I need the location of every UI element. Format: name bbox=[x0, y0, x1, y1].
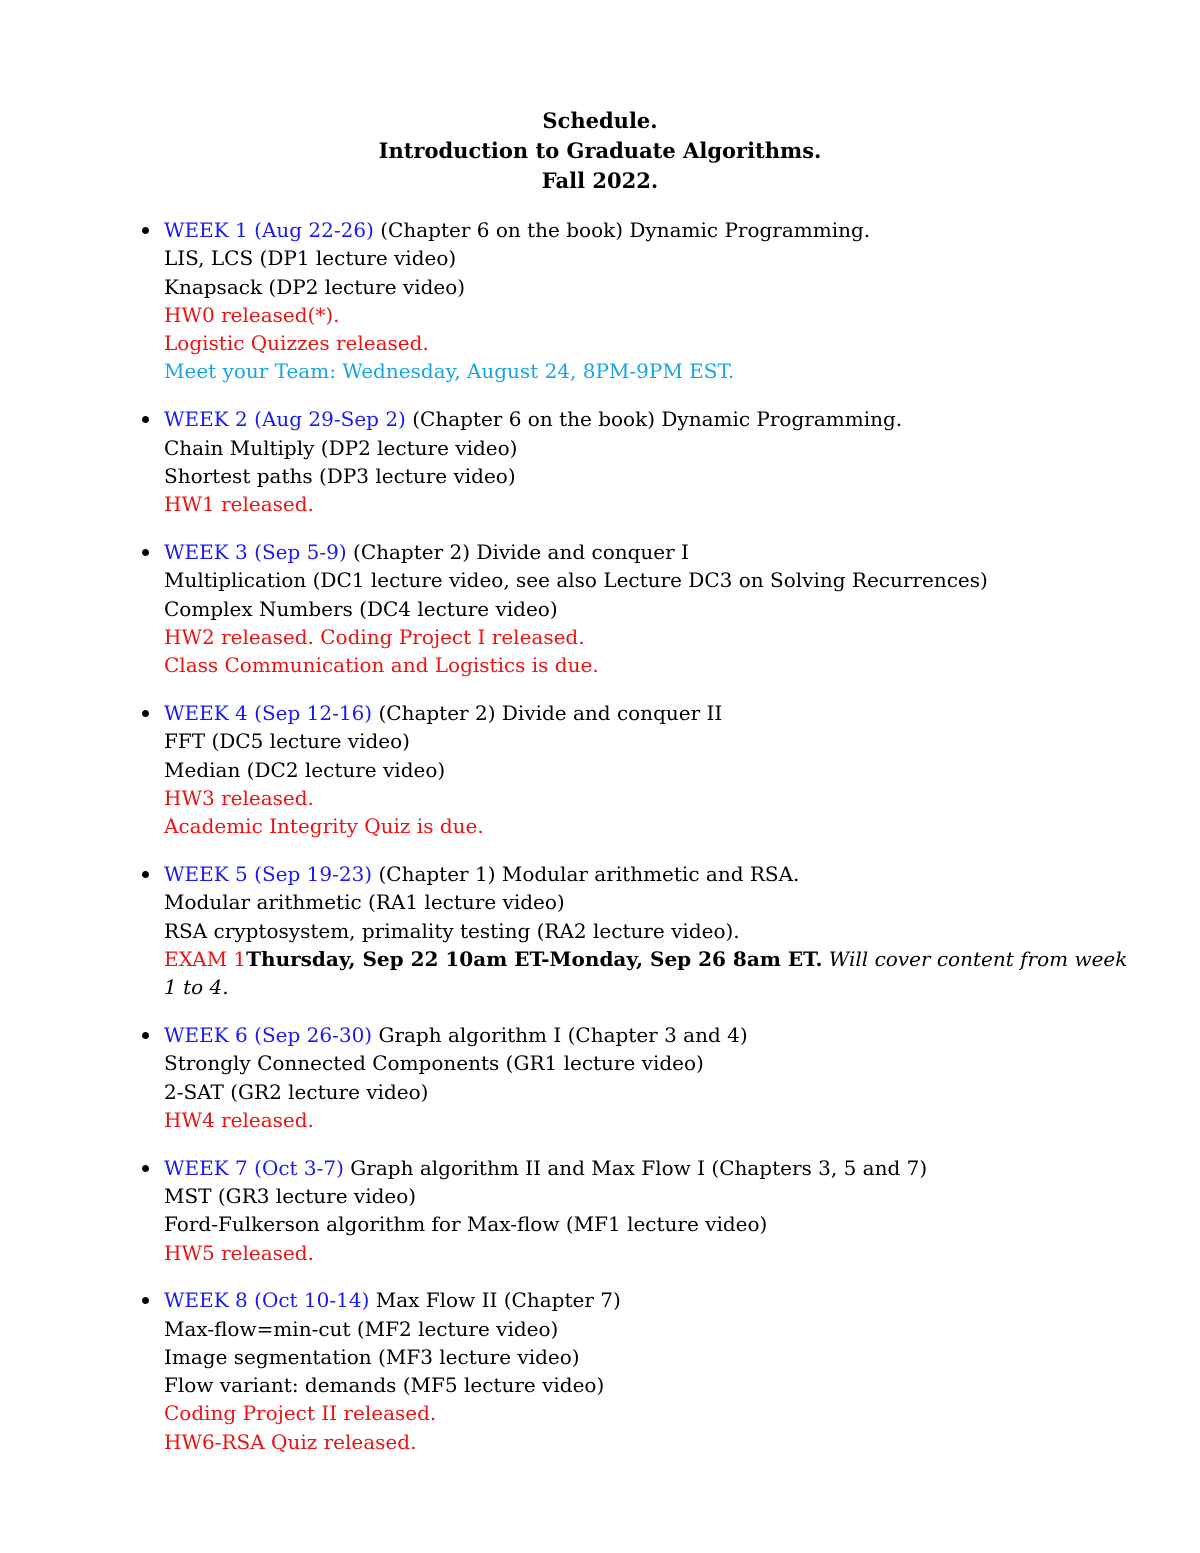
topic: Complex Numbers (DC4 lecture video) bbox=[164, 596, 558, 621]
announcement: HW5 released. bbox=[164, 1240, 314, 1265]
exam-dates: Thursday, Sep 22 10am ET-Monday, Sep 26 8am ET. bbox=[246, 946, 823, 971]
announcement: HW0 released(*). bbox=[164, 302, 340, 327]
week-label: WEEK 1 (Aug 22-26) bbox=[164, 218, 374, 242]
week-label: WEEK 7 (Oct 3-7) bbox=[164, 1155, 344, 1180]
topic: Multiplication (DC1 lecture video, see also Lecture DC3 on Solving Recurrences) bbox=[164, 568, 988, 593]
topic: MST (GR3 lecture video) bbox=[164, 1183, 417, 1208]
week-heading bbox=[164, 405, 1136, 433]
topic: Max-flow=min-cut (MF2 lecture video) bbox=[164, 1316, 559, 1341]
topic: Shortest paths (DP3 lecture video) bbox=[164, 463, 516, 488]
week-title: Graph algorithm I (Chapter 3 and 4) bbox=[372, 1022, 748, 1047]
exam-label: EXAM 1 bbox=[164, 946, 247, 971]
bullet-icon bbox=[142, 227, 149, 234]
week-title: (Chapter 2) Divide and conquer II bbox=[372, 700, 723, 725]
bullet-icon bbox=[142, 1297, 149, 1304]
bullet-icon bbox=[142, 710, 149, 717]
week-title: Graph algorithm II and Max Flow I (Chapters 3, 5 and 7) bbox=[343, 1155, 928, 1180]
week-item bbox=[136, 699, 1136, 840]
week-title: (Chapter 2) Divide and conquer I bbox=[346, 539, 689, 564]
week-item bbox=[136, 216, 1136, 386]
week-heading bbox=[164, 699, 1136, 727]
topic: Ford-Fulkerson algorithm for Max-flow (MF1 lecture video) bbox=[164, 1212, 768, 1237]
week-label: WEEK 5 (Sep 19-23) bbox=[164, 861, 373, 886]
week-label: WEEK 2 (Aug 29-Sep 2) bbox=[164, 407, 406, 432]
announcement: HW2 released. Coding Project I released. bbox=[164, 624, 585, 649]
exam-note: Will cover content from week 1 to 4. bbox=[164, 946, 1128, 1000]
event-notice: Meet your Team: Wednesday, August 24, 8PM-9PM EST. bbox=[164, 359, 735, 384]
week-heading bbox=[164, 1286, 1136, 1314]
week-label: WEEK 4 (Sep 12-16) bbox=[164, 700, 373, 725]
week-item bbox=[136, 1154, 1136, 1267]
header-title: Schedule. bbox=[542, 108, 658, 133]
week-title: (Chapter 6 on the book) Dynamic Programming. bbox=[373, 218, 871, 242]
topic: Image segmentation (MF3 lecture video) bbox=[164, 1344, 580, 1369]
bullet-icon bbox=[142, 871, 149, 878]
announcement: HW1 released. bbox=[164, 492, 314, 517]
course-title: Introduction to Graduate Algorithms. bbox=[378, 138, 822, 163]
week-item bbox=[136, 538, 1136, 679]
week-label: WEEK 6 (Sep 26-30) bbox=[164, 1022, 373, 1047]
page-header bbox=[0, 106, 1200, 196]
announcement: Class Communication and Logistics is due. bbox=[164, 653, 599, 678]
topic: LIS, LCS (DP1 lecture video) bbox=[164, 246, 457, 271]
announcement: HW3 released. bbox=[164, 785, 314, 810]
week-heading bbox=[164, 1154, 1136, 1182]
week-item bbox=[136, 860, 1136, 1001]
week-item bbox=[136, 1021, 1136, 1134]
topic: RSA cryptosystem, primality testing (RA2 lecture video). bbox=[164, 918, 740, 943]
topic: Knapsack (DP2 lecture video) bbox=[164, 274, 466, 299]
announcement: Coding Project II released. bbox=[164, 1401, 437, 1426]
week-label: WEEK 8 (Oct 10-14) bbox=[164, 1288, 370, 1313]
week-heading bbox=[164, 860, 1136, 888]
topic: Modular arithmetic (RA1 lecture video) bbox=[164, 890, 565, 915]
announcement: Logistic Quizzes released. bbox=[164, 331, 429, 356]
topic: FFT (DC5 lecture video) bbox=[164, 729, 410, 754]
week-title: (Chapter 1) Modular arithmetic and RSA. bbox=[372, 861, 800, 886]
schedule-list bbox=[136, 216, 1136, 1476]
announcement: HW4 released. bbox=[164, 1107, 314, 1132]
week-heading bbox=[164, 216, 1136, 244]
week-heading bbox=[164, 538, 1136, 566]
bullet-icon bbox=[142, 1032, 149, 1039]
topic: Strongly Connected Components (GR1 lecture video) bbox=[164, 1051, 704, 1076]
topic: Chain Multiply (DP2 lecture video) bbox=[164, 435, 518, 460]
week-title: Max Flow II (Chapter 7) bbox=[369, 1288, 621, 1313]
topic: 2-SAT (GR2 lecture video) bbox=[164, 1079, 429, 1104]
term-title: Fall 2022. bbox=[541, 168, 659, 193]
week-item bbox=[136, 1286, 1136, 1456]
week-item bbox=[136, 405, 1136, 518]
week-label: WEEK 3 (Sep 5-9) bbox=[164, 539, 347, 564]
announcement: HW6-RSA Quiz released. bbox=[164, 1429, 417, 1454]
topic: Flow variant: demands (MF5 lecture video) bbox=[164, 1373, 605, 1398]
week-title: (Chapter 6 on the book) Dynamic Programming. bbox=[405, 407, 903, 432]
topic: Median (DC2 lecture video) bbox=[164, 757, 446, 782]
bullet-icon bbox=[142, 549, 149, 556]
exam-notice bbox=[164, 945, 1136, 1002]
bullet-icon bbox=[142, 416, 149, 423]
bullet-icon bbox=[142, 1165, 149, 1172]
announcement: Academic Integrity Quiz is due. bbox=[164, 814, 484, 839]
week-heading bbox=[164, 1021, 1136, 1049]
